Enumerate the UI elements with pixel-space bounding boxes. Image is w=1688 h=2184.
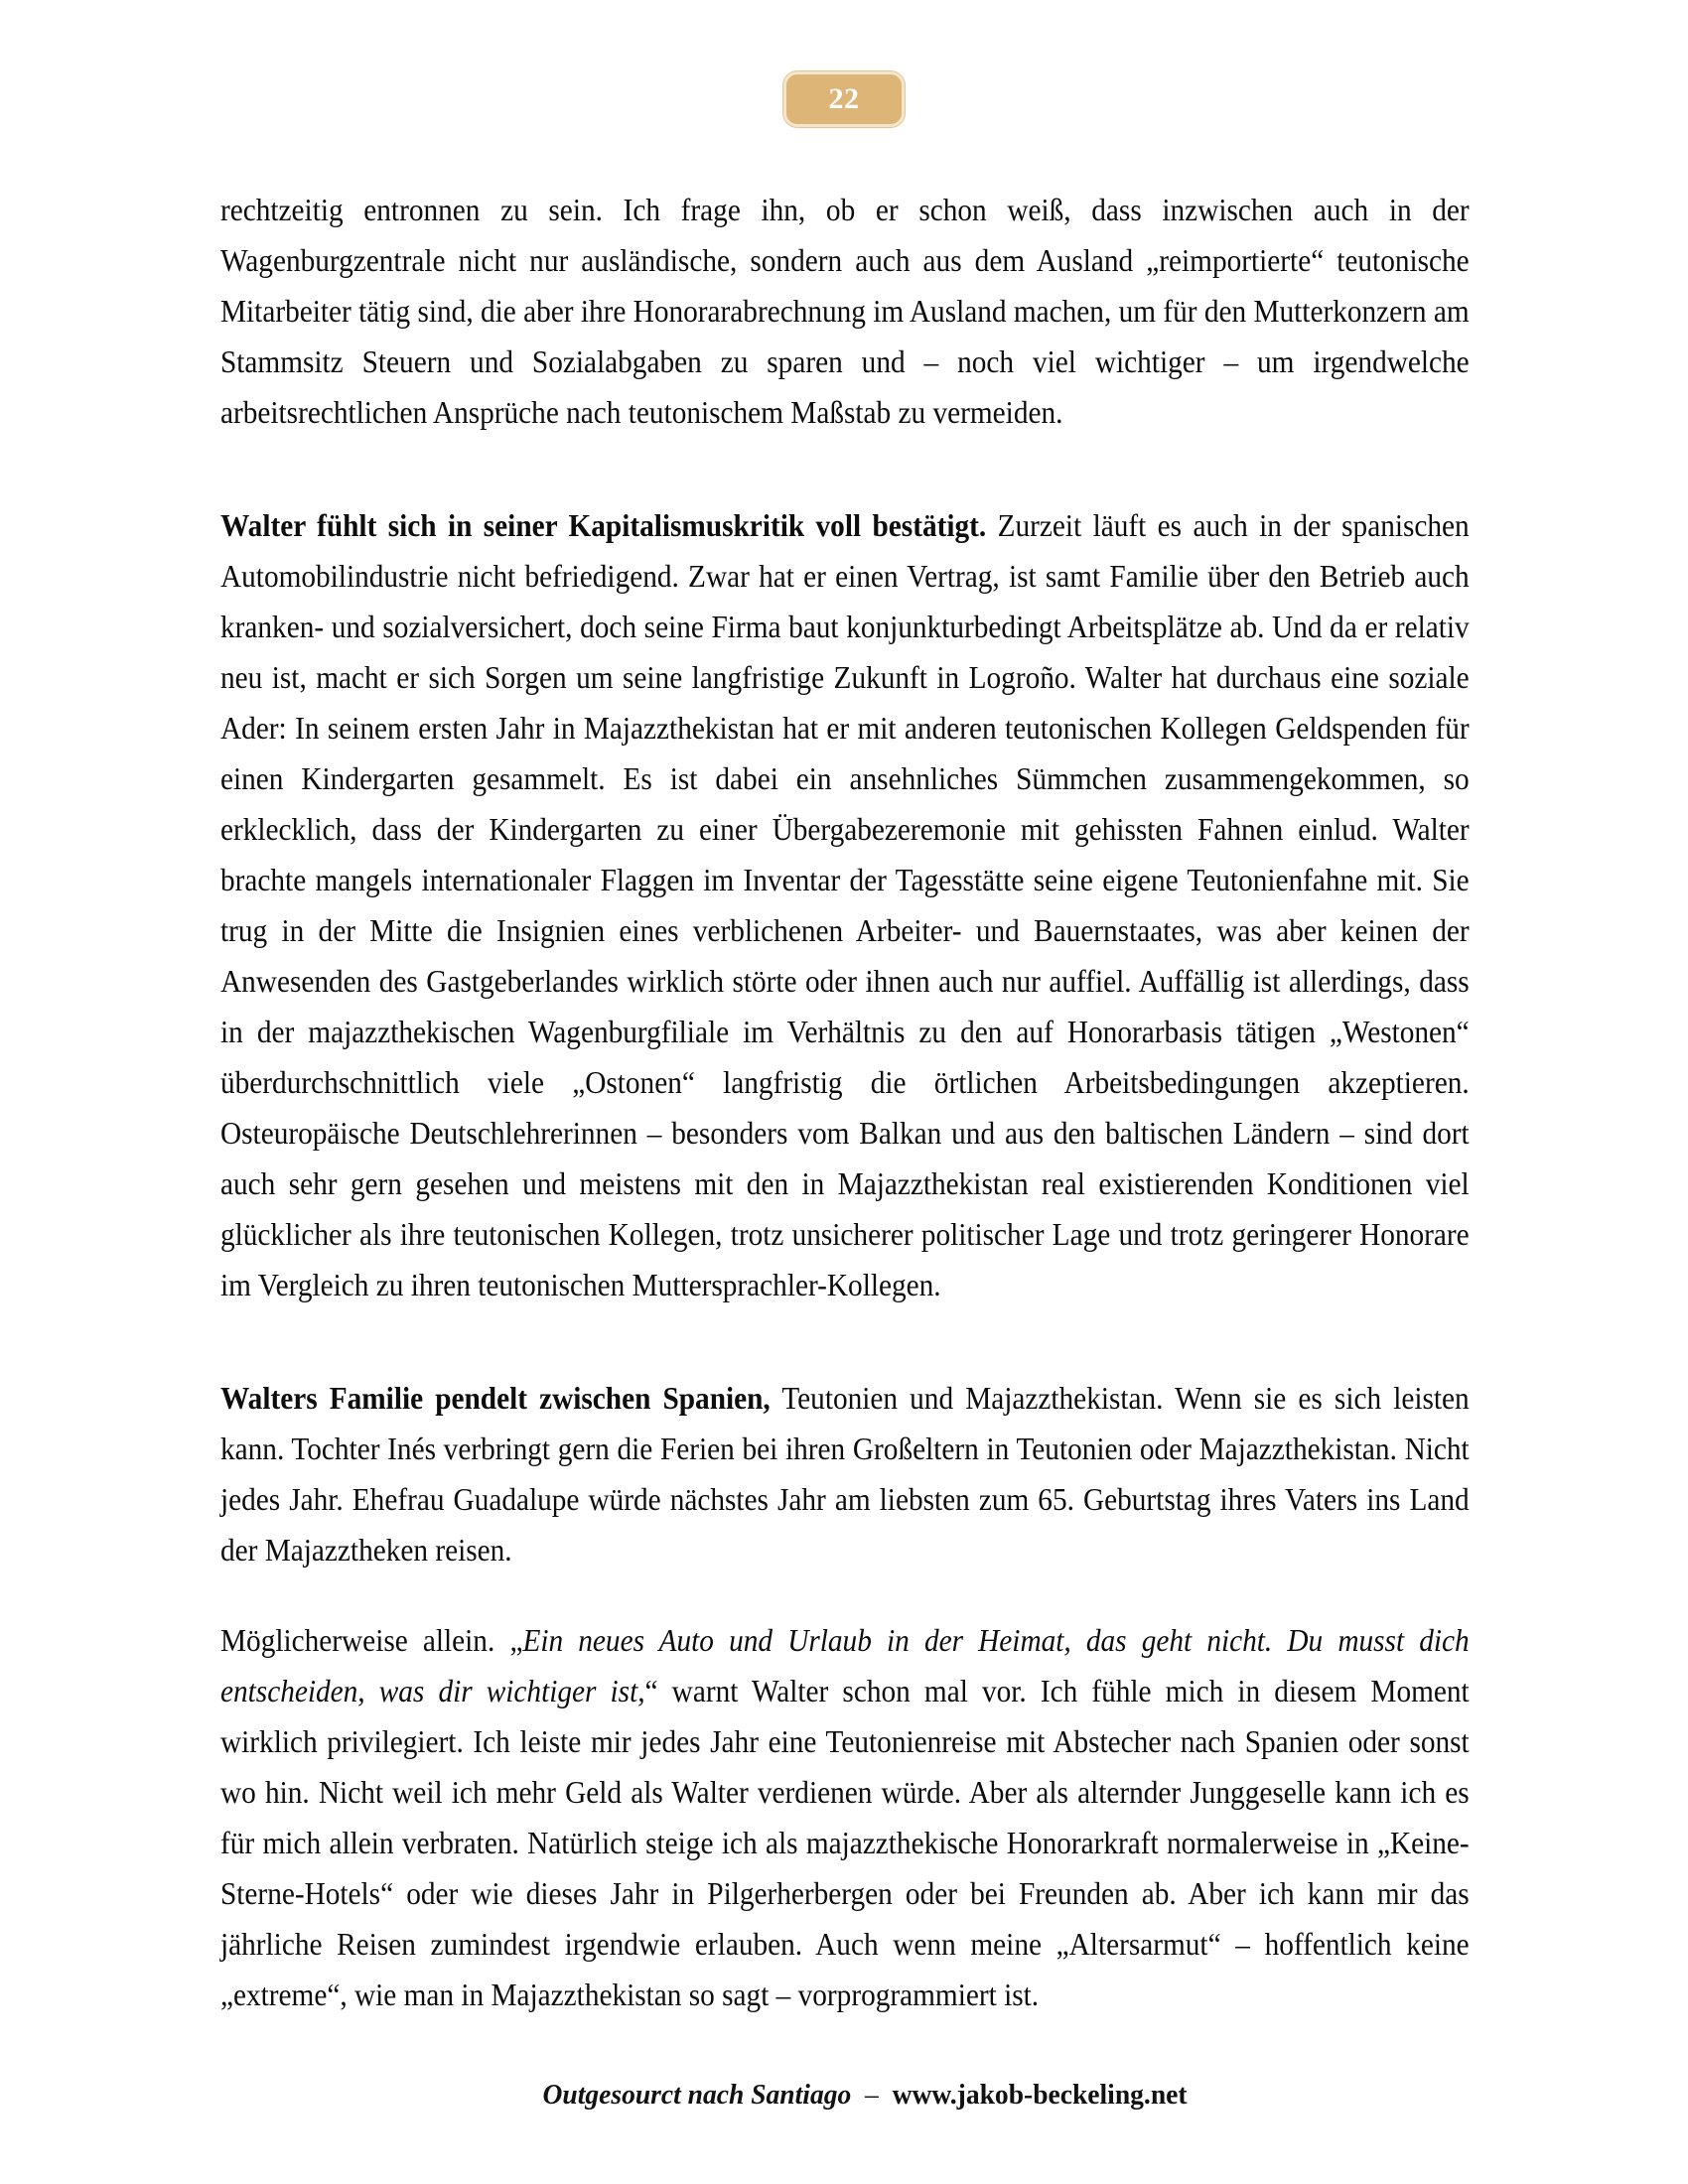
- page-number-badge: [783, 71, 905, 127]
- paragraph-2: [220, 500, 1470, 1310]
- paragraph-1-text: rechtzeitig entronnen zu sein. Ich frage ihn, ob er schon weiß, dass inzwischen auch in der Wagenburgzentrale nicht nur ausländische, sondern auch aus dem Ausland „reimportierte“ teutonische Mitarbeiter tätig sind, die aber ihre Honorarabrechnung im Ausland machen, um für den Mutterkonzern am Stammsitz Steuern und Sozialabgaben zu sparen und – noch viel wichtiger – um irgendwelche arbeitsrechtlichen Ansprüche nach teutonischem Maßstab zu vermeiden.: [220, 193, 1470, 430]
- footer-book-title: Outgesourct nach Santiago: [542, 2078, 851, 2111]
- paragraph-4-text-before: Möglicherweise allein. „: [220, 1623, 523, 1658]
- paragraph-3: [220, 1373, 1470, 1575]
- text-column: [220, 185, 1470, 2020]
- paragraph-2-text: Zurzeit läuft es auch in der spanischen Automobilindustrie nicht befriedigend. Zwar hat er einen Vertrag, ist samt Familie über den Betrieb auch kranken- und sozialversichert, doch seine Firma baut konjunkturbedingt Arbeitsplätze ab. Und da er relativ neu ist, macht er sich Sorgen um seine langfristige Zukunft in Logroño. Walter hat durchaus eine soziale Ader: In seinem ersten Jahr in Majazzthekistan hat er mit anderen teutonischen Kollegen Geldspenden für einen Kindergarten gesammelt. Es ist dabei ein ansehnliches Sümmchen zusammengekommen, so erklecklich, dass der Kindergarten zu einer Übergabezeremonie mit gehissten Fahnen einlud. Walter brachte mangels internationaler Flaggen im Inventar der Tagesstätte seine eigene Teutonienfahne mit. Sie trug in der Mitte die Insignien eines verblichenen Arbeiter- und Bauernstaates, was aber keinen der Anwesenden des Gastgeberlandes wirklich störte oder ihnen auch nur auffiel. Auffällig ist allerdings, dass in der majazzthekischen Wagenburgfiliale im Verhältnis zu den auf Honorarbasis tätigen „Westonen“ überdurchschnittlich viele „Ostonen“ langfristig die örtlichen Arbeitsbedingungen akzeptieren. Osteuropäische Deutschlehrerinnen – besonders vom Balkan und aus den baltischen Ländern – sind dort auch sehr gern gesehen und meistens mit den in Majazzthekistan real existierenden Konditionen viel glücklicher als ihre teutonischen Kollegen, trotz unsicherer politischer Lage und trotz geringerer Honorare im Vergleich zu ihren teutonischen Muttersprachler-Kollegen.: [220, 508, 1470, 1302]
- footer-website-url[interactable]: www.jakob-beckeling.net: [892, 2078, 1188, 2111]
- paragraph-1: [220, 185, 1470, 438]
- footer-line: [501, 2046, 1187, 2144]
- page-header: [0, 0, 1688, 149]
- paragraph-4-italic-quote: Ein neues Auto und Urlaub in der Heimat, das geht nicht. Du musst dich entscheiden, was dir wichtiger ist,: [220, 1623, 1470, 1708]
- paragraph-3-text: Teutonien und Majazzthekistan. Wenn sie es sich leisten kann. Tochter Inés verbringt gern die Ferien bei ihren Großeltern in Teutonien oder Majazzthekistan. Nicht jedes Jahr. Ehefrau Guadalupe würde nächstes Jahr am liebsten zum 65. Geburtstag ihres Vaters ins Land der Majazztheken reisen.: [220, 1381, 1470, 1568]
- paragraph-4: [220, 1615, 1470, 2020]
- paragraph-2-lead: Walter fühlt sich in seiner Kapitalismuskritik voll bestätigt.: [220, 508, 987, 543]
- footer-separator: –: [850, 2078, 893, 2111]
- page-number-label: 22: [828, 82, 860, 115]
- paragraph-4-text-after: “ warnt Walter schon mal vor. Ich fühle mich in diesem Moment wirklich privilegiert. Ich leiste mir jedes Jahr eine Teutonienreise mit Abstecher nach Spanien oder sonst wo hin. Nicht weil ich mehr Geld als Walter verdienen würde. Aber als alternder Junggeselle kann ich es für mich allein verbraten. Natürlich steige ich als majazzthekische Honorarkraft normalerweise in „Keine-Sterne-Hotels“ oder wie dieses Jahr in Pilgerherbergen oder bei Freunden ab. Aber ich kann mir das jährliche Reisen zumindest irgendwie erlauben. Auch wenn meine „Altersarmut“ – hoffentlich keine „extreme“, wie man in Majazzthekistan so sagt – vorprogrammiert ist.: [220, 1674, 1470, 2012]
- page-footer: [0, 2005, 1688, 2184]
- paragraph-3-lead: Walters Familie pendelt zwischen Spanien,: [220, 1381, 771, 1416]
